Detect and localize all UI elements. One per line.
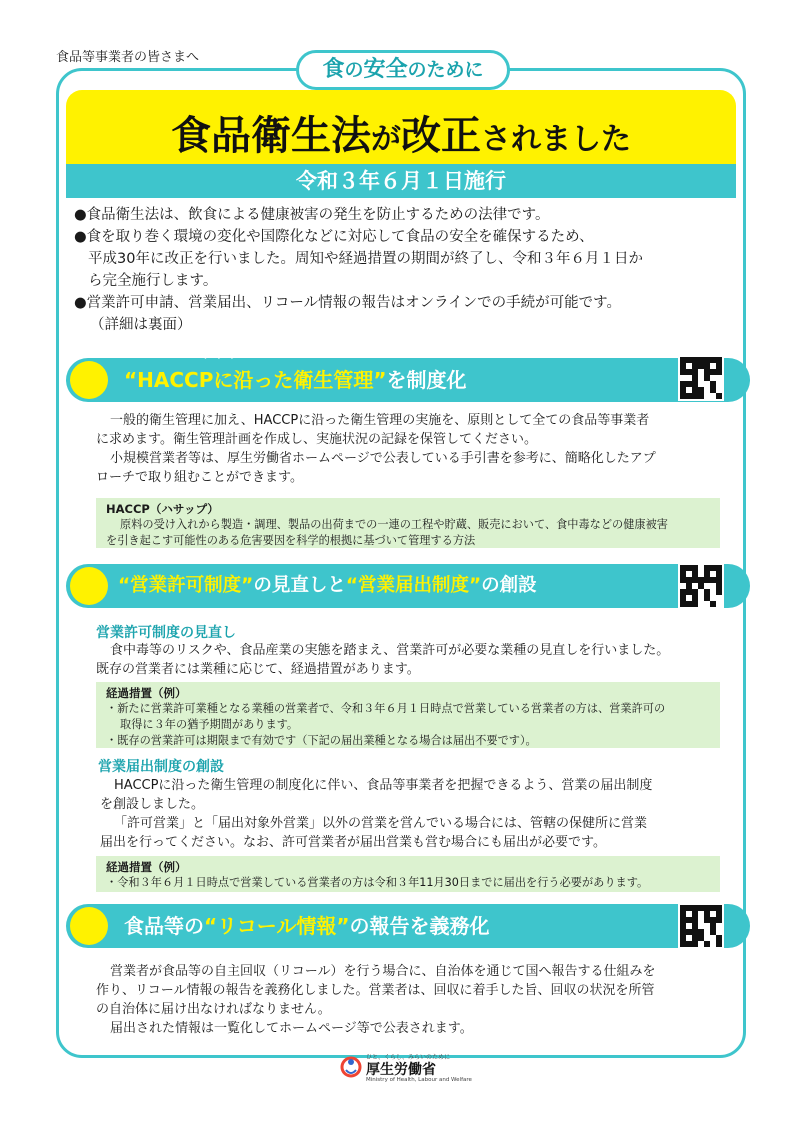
haccp-section-title [124,358,467,402]
body-line: 一般的衛生管理に加え、HACCPに沿った衛生管理の実施を、原則として全ての食品等事業者 [110,413,650,428]
mhlw-logo-mark [340,1056,362,1078]
haccp-definition-box [96,498,720,548]
food-safety-badge [296,50,510,90]
box-line: 取得に３年の猶予期間があります。 [120,718,299,731]
notification-body [100,776,750,852]
box-heading: 経過措置（例） [106,686,187,700]
body-line: 作り、リコール情報の報告を義務化しました。営業者は、回収に着手した旨、回収の状況を所管 [96,983,655,998]
body-line: 営業者が食品等の自主回収（リコール）を行う場合に、自治体を通じて国へ報告する仕組みを [110,964,656,979]
title-rest: を制度化 [386,368,467,392]
license-review-body [96,641,746,679]
box-line: ・既存の営業許可は期限まで有効です（下記の届出業種となる場合は届出不要です）。 [106,734,537,747]
body-line: HACCPに沿った衛生管理の制度化に伴い、食品等事業者を把握できるよう、営業の届出制度 [114,778,653,793]
bullet-line: ●営業許可申請、営業届出、リコール情報の報告はオンラインでの手続が可能です。 [74,295,621,311]
bullet-line: 平成30年に改正を行いました。周知や経過措置の期間が終了し、令和３年６月１日か [88,251,643,267]
logo-english: Ministry of Health, Labour and Welfare [366,1077,472,1083]
section-circle-icon [70,907,108,945]
box-line: ・新たに営業許可業種となる業種の営業者で、令和３年６月１日時点で営業している営業者の方は、営業許可の [106,702,666,715]
title-highlight: “リコール情報” [204,914,350,938]
body-line: に求めます。衛生管理計画を作成し、実施状況の記録を保管してください。 [96,432,537,447]
body-line: 届出を行ってください。なお、許可営業者が届出営業も営む場合にも届出が必要です。 [100,835,606,850]
title-rest: の見直しと [253,575,346,596]
badge-part: 食 [322,57,345,82]
recall-section-title [124,904,490,948]
notification-heading: 営業届出制度の創設 [98,759,224,775]
title-part: 改正 [401,113,481,159]
title-rest: の創設 [481,575,537,596]
section-circle-icon [70,361,108,399]
qr-code-icon[interactable] [678,563,724,609]
title-highlight: “営業届出制度” [345,575,482,596]
title-quote: “ [124,368,138,392]
body-line: ローチで取り組むことができます。 [96,470,303,485]
intro-bullets [74,204,734,336]
title-rest: 食品等の [124,914,204,938]
box-heading: HACCP（ハサップ） [106,502,219,516]
body-line: 小規模営業者等は、厚生労働省ホームページで公表している手引書を参考に、簡略化したアプ [110,451,656,466]
audience-note: 食品等事業者の皆さまへ [56,50,200,65]
badge-part: の [344,59,364,81]
effective-date-bar: 令和３年６月１日施行 [66,164,736,198]
box-heading: 経過措置（例） [106,860,187,874]
haccp-body [96,411,746,487]
qr-code-icon[interactable] [678,355,724,401]
transition-box-2 [96,856,720,892]
box-line: を引き起こす可能性のある危害要因を科学的根拠に基づいて管理する方法 [106,534,476,547]
haccp-ruby: ハサップ [188,351,244,361]
title-highlight: HACCPに沿った衛生管理 [137,368,374,392]
body-line: 「許可営業」と「届出対象外営業」以外の営業を営んでいる場合には、管轄の保健所に営業 [114,816,648,831]
body-line: の自治体に届け出なければなりません。 [96,1002,331,1017]
title-part: されました [481,122,631,157]
title-part: 食品衛生法 [171,113,371,159]
badge-part: 安全 [363,57,408,82]
bullet-line: ●食品衛生法は、飲食による健康被害の発生を防止するための法律です。 [74,207,550,223]
box-line: ・令和３年６月１日時点で営業している営業者の方は令和３年11月30日までに届出を行う必要があります。 [106,876,649,889]
bullet-line: ら完全施行します。 [88,273,218,289]
logo-name: 厚生労働省 [366,1062,436,1078]
title-rest: の報告を義務化 [349,914,490,938]
title-quote: ” [373,368,387,392]
body-line: 届出された情報は一覧化してホームページ等で公表されます。 [110,1021,473,1036]
logo-tagline: ひと、くらし、みらいのために [366,1054,451,1061]
badge-part: のために [407,59,484,81]
recall-body [96,962,746,1038]
body-line: を創設しました。 [100,797,205,812]
bullet-line: ●食を取り巻く環境の変化や国際化などに対応して食品の安全を確保するため、 [74,229,594,245]
license-section-title [118,564,537,608]
qr-code-icon[interactable] [678,903,724,949]
box-line: 原料の受け入れから製造・調理、製品の出荷までの一連の工程や貯蔵、販売において、食中毒などの健康被害 [120,518,668,531]
bullet-line: （詳細は裏面） [90,317,192,333]
transition-box-1 [96,682,720,748]
page-title [66,104,736,161]
body-line: 食中毒等のリスクや、食品産業の実態を踏まえ、営業許可が必要な業種の見直しを行いました。 [110,643,670,658]
body-line: 既存の営業者には業種に応じて、経過措置があります。 [96,662,420,677]
section-circle-icon [70,567,108,605]
license-review-heading: 営業許可制度の見直し [96,625,236,641]
mhlw-logo [340,1050,490,1090]
title-part: が [371,122,401,157]
title-highlight: “営業許可制度” [118,575,254,596]
